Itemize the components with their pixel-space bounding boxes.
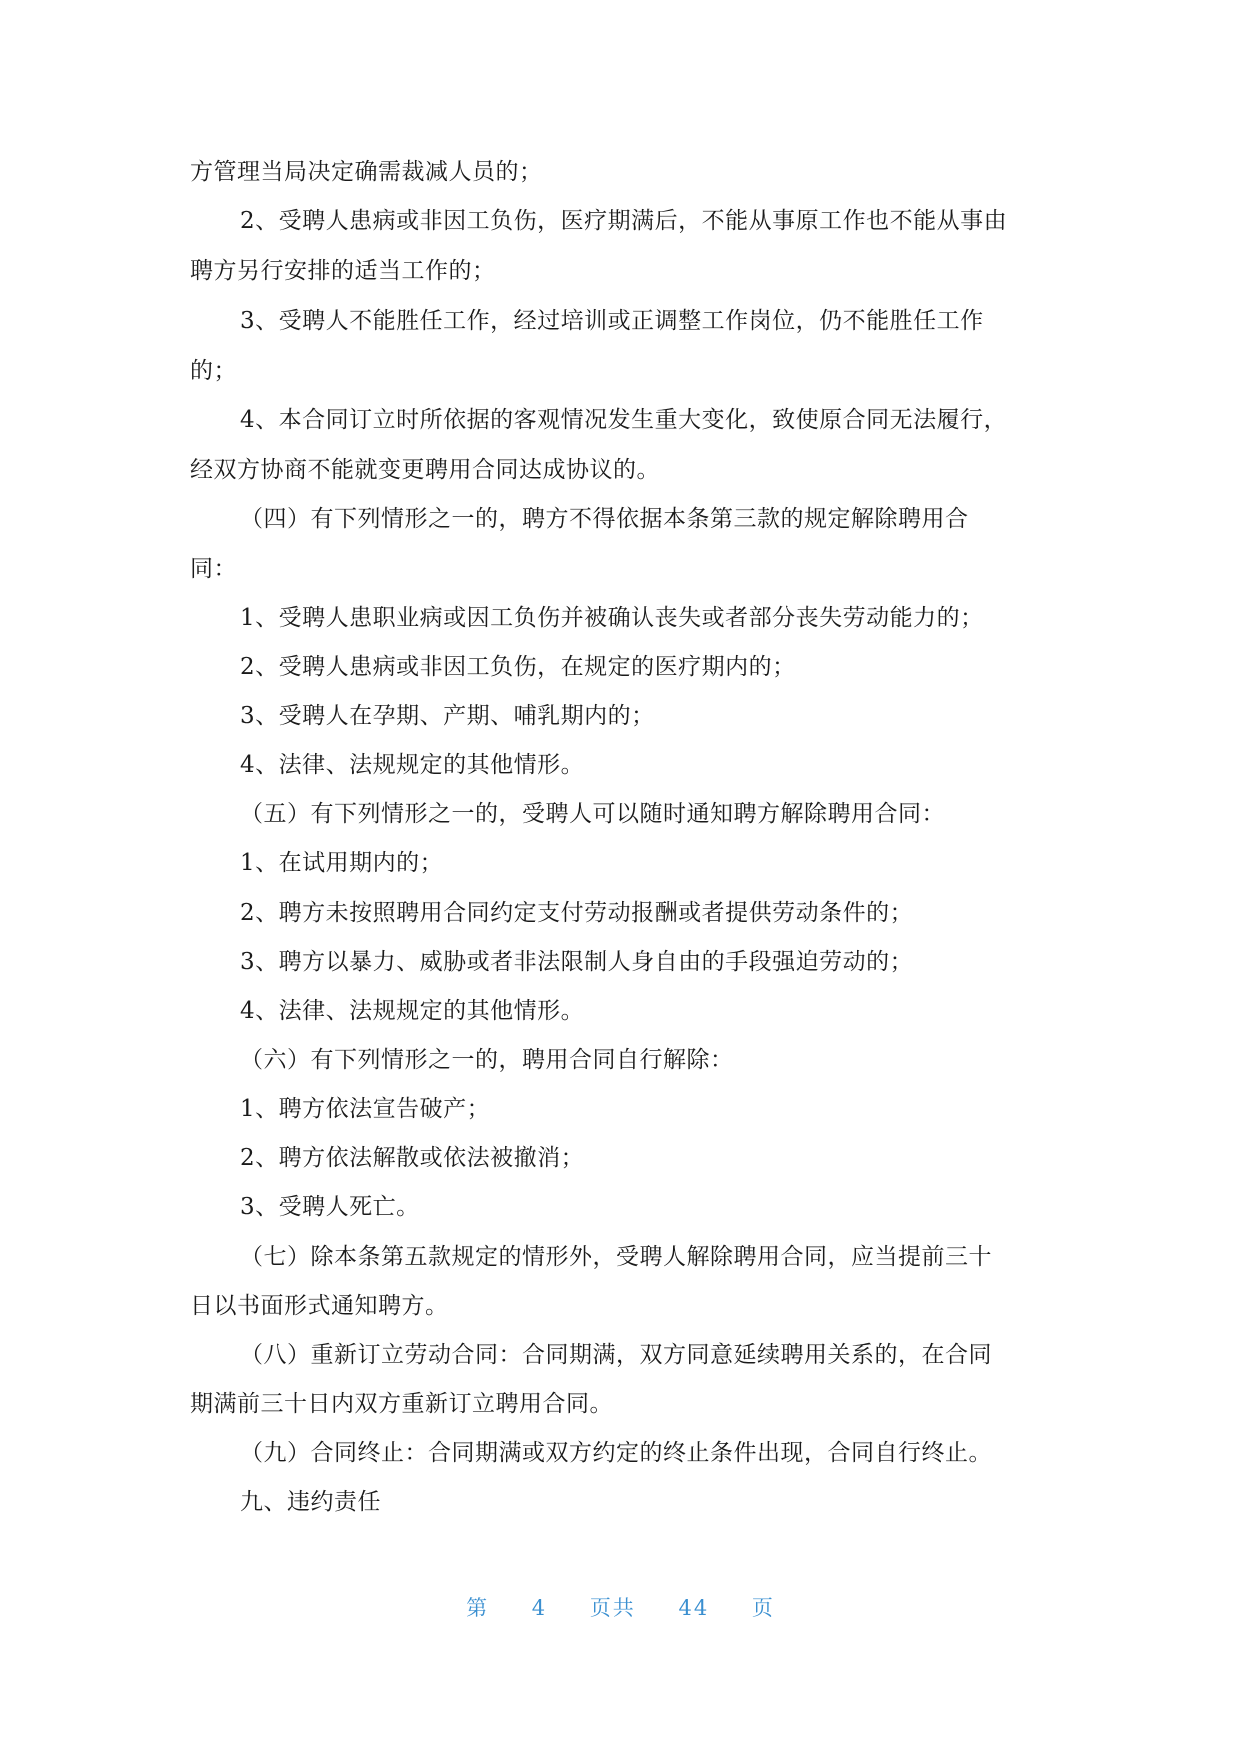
- paragraph-line: （六）有下列情形之一的，聘用合同自行解除：: [240, 1047, 734, 1073]
- paragraph-line: 2、受聘人患病或非因工负伤，医疗期满后，不能从事原工作也不能从事由: [240, 208, 1008, 234]
- paragraph-line: 3、受聘人死亡。: [240, 1194, 420, 1220]
- paragraph-line: 的；: [190, 358, 237, 384]
- paragraph-line: 日以书面形式通知聘方。: [190, 1293, 449, 1319]
- paragraph-line: 期满前三十日内双方重新订立聘用合同。: [190, 1391, 613, 1417]
- paragraph-line: 3、受聘人不能胜任工作，经过培训或正调整工作岗位，仍不能胜任工作: [240, 308, 984, 334]
- paragraph-line: 3、受聘人在孕期、产期、哺乳期内的；: [240, 703, 655, 729]
- section-heading: 九、违约责任: [240, 1489, 381, 1515]
- paragraph-line: 2、聘方依法解散或依法被撤消；: [240, 1145, 585, 1171]
- paragraph-line: 3、聘方以暴力、威胁或者非法限制人身自由的手段强迫劳动的；: [240, 949, 914, 975]
- paragraph-line: 方管理当局决定确需裁减人员的；: [190, 159, 543, 185]
- paragraph-line: （七）除本条第五款规定的情形外，受聘人解除聘用合同，应当提前三十: [240, 1244, 992, 1270]
- paragraph-line: （四）有下列情形之一的，聘方不得依据本条第三款的规定解除聘用合: [240, 506, 969, 532]
- paragraph-line: 同：: [190, 556, 237, 582]
- footer-middle: 页共: [589, 1596, 636, 1620]
- paragraph-line: 经双方协商不能就变更聘用合同达成协议的。: [190, 457, 660, 483]
- footer-suffix: 页: [751, 1596, 775, 1620]
- footer-prefix: 第: [466, 1596, 490, 1620]
- paragraph-line: （九）合同终止：合同期满或双方约定的终止条件出现，合同自行终止。: [240, 1440, 992, 1466]
- paragraph-line: （五）有下列情形之一的，受聘人可以随时通知聘方解除聘用合同：: [240, 801, 945, 827]
- paragraph-line: 1、聘方依法宣告破产；: [240, 1096, 491, 1122]
- paragraph-line: （八）重新订立劳动合同：合同期满，双方同意延续聘用关系的，在合同: [240, 1342, 992, 1368]
- total-pages-number: 44: [678, 1596, 710, 1620]
- paragraph-line: 2、聘方未按照聘用合同约定支付劳动报酬或者提供劳动条件的；: [240, 900, 914, 926]
- paragraph-line: 1、受聘人患职业病或因工负伤并被确认丧失或者部分丧失劳动能力的；: [240, 605, 984, 631]
- paragraph-line: 2、受聘人患病或非因工负伤，在规定的医疗期内的；: [240, 654, 796, 680]
- paragraph-line: 1、在试用期内的；: [240, 850, 444, 876]
- paragraph-line: 4、法律、法规规定的其他情形。: [240, 752, 585, 778]
- paragraph-line: 聘方另行安排的适当工作的；: [190, 258, 496, 284]
- paragraph-line: 4、本合同订立时所依据的客观情况发生重大变化，致使原合同无法履行，: [240, 407, 1008, 433]
- current-page-number: 4: [531, 1596, 548, 1620]
- paragraph-line: 4、法律、法规规定的其他情形。: [240, 998, 585, 1024]
- page-footer: [0, 1592, 1241, 1622]
